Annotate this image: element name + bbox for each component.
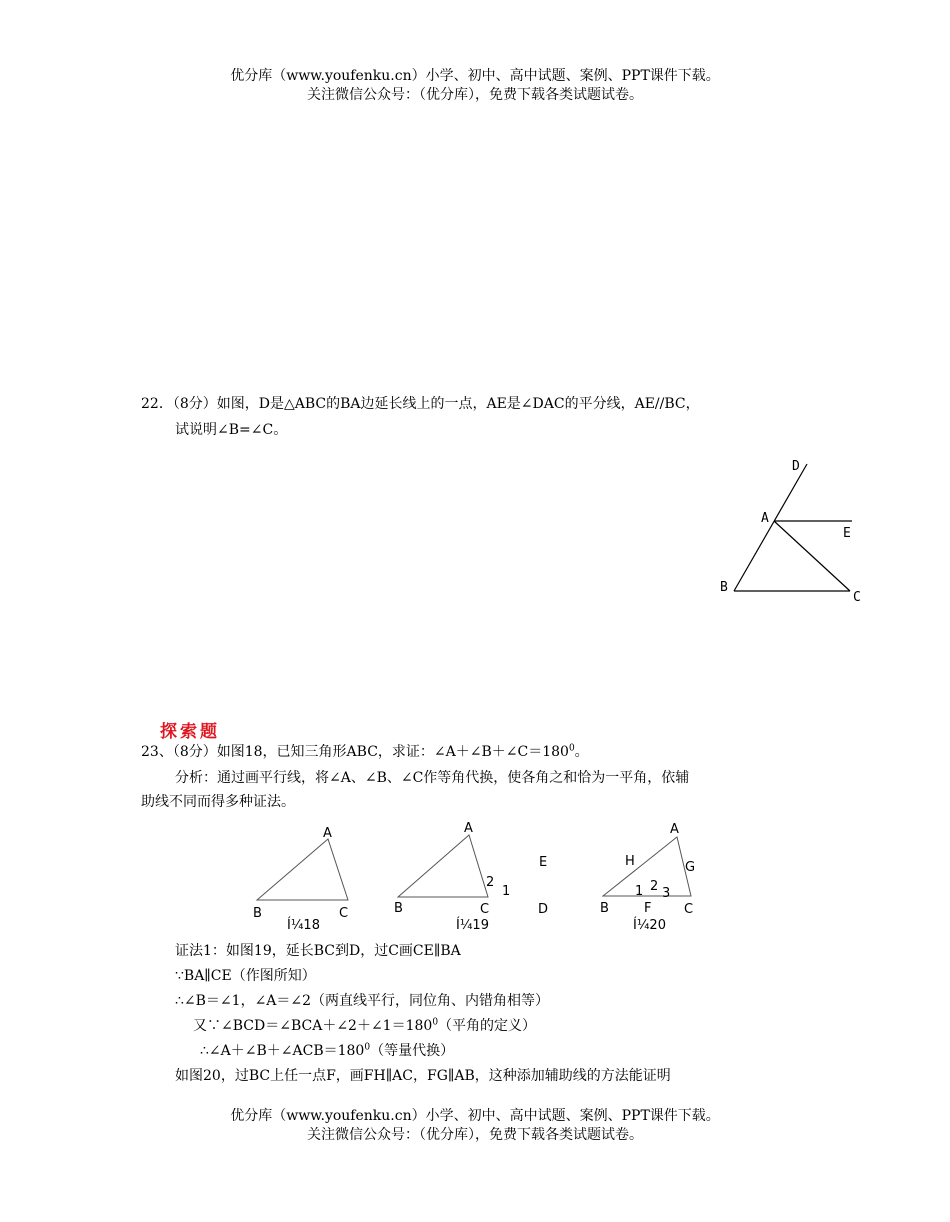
proof-step-4-text: ∴∠A＋∠B＋∠ACB＝180	[200, 1043, 365, 1059]
fig20-angle-2: 2	[650, 879, 659, 894]
fig19-label-E: E	[539, 855, 548, 870]
fig20-label-F: F	[644, 901, 652, 916]
fig19-caption: Í¼19	[456, 918, 489, 933]
header-line-1: 优分库（www.youfenku.cn）小学、初中、高中试题、案例、PPT课件下载。	[230, 68, 720, 84]
fig20-caption: Í¼20	[633, 918, 666, 933]
label-C: C	[853, 590, 861, 605]
fig18-caption: Í¼18	[287, 918, 320, 933]
proof-step-4	[200, 1041, 454, 1061]
q22-line-1: 22．（8分）如图，D是△ABC的BA边延长线上的一点，AE是∠DAC的平分线，AE//BC，	[141, 396, 700, 412]
fig20-label-H: H	[625, 854, 635, 869]
fig19-label-D: D	[538, 902, 549, 917]
header-line-2: 关注微信公众号：（优分库），免费下载各类试题试卷。	[307, 87, 643, 103]
fig19-label-A: A	[464, 821, 473, 836]
figure-19	[394, 821, 548, 933]
proof-step-4-reason: （等量代换）	[370, 1043, 455, 1059]
line-DB	[734, 464, 807, 591]
q23-line-1-end: 。	[574, 744, 589, 760]
proof-step-3-reason: （平角的定义）	[438, 1018, 537, 1034]
q22-figure	[700, 450, 880, 610]
figure-18	[253, 826, 348, 933]
fig20-label-G: G	[685, 860, 696, 875]
proof-step-3	[193, 1016, 536, 1036]
proof-step-3-text: 又∵∠BCD＝∠BCA＋∠2＋∠1＝180	[193, 1018, 433, 1034]
fig19-label-C: C	[480, 902, 490, 917]
proof-step-1: ∵BA∥CE（作图所知）	[175, 968, 316, 984]
proof-1-intro: 证法1：如图19，延长BC到D，过C画CE∥BA	[175, 943, 461, 959]
footer-line-1: 优分库（www.youfenku.cn）小学、初中、高中试题、案例、PPT课件下载。	[230, 1108, 720, 1124]
footer-line-2: 关注微信公众号：（优分库），免费下载各类试题试卷。	[307, 1127, 643, 1143]
q23-analysis-1: 分析：通过画平行线，将∠A、∠B、∠C作等角代换，使各角之和恰为一平角，依辅	[175, 770, 690, 786]
fig20-angle-3: 3	[662, 886, 671, 901]
fig19-angle-2: 2	[486, 875, 495, 890]
proof-step-3-sup: 0	[432, 1017, 439, 1028]
fig20-angle-1: 1	[635, 884, 644, 899]
fig20-method-text: 如图20，过BC上任一点F，画FH∥AC，FG∥AB，这种添加辅助线的方法能证明	[175, 1068, 671, 1084]
section-title: 探索题	[160, 722, 220, 742]
figure-20	[600, 822, 695, 933]
triangle-20	[603, 837, 691, 896]
fig19-angle-1: 1	[502, 884, 511, 899]
line-AC	[774, 521, 850, 591]
q23-line-1	[141, 742, 589, 762]
label-E: E	[843, 526, 851, 541]
fig20-label-C: C	[684, 902, 694, 917]
proof-step-2: ∴∠B＝∠1，∠A＝∠2（两直线平行，同位角、内错角相等）	[175, 993, 550, 1009]
proof-step-4-sup: 0	[364, 1042, 371, 1053]
triangle-19	[398, 835, 488, 897]
q23-figures	[240, 815, 720, 940]
fig18-label-C: C	[339, 906, 349, 921]
fig18-label-B: B	[253, 906, 262, 921]
q23-analysis-2: 助线不同而得多种证法。	[141, 794, 295, 810]
q23-line-1-sup: 0	[568, 743, 575, 754]
triangle-18	[257, 839, 348, 900]
fig19-label-B: B	[394, 901, 403, 916]
fig18-label-A: A	[323, 826, 332, 841]
q23-line-1-text: 23、（8分）如图18，已知三角形ABC，求证：∠A＋∠B＋∠C＝180	[141, 744, 569, 760]
label-A: A	[761, 511, 769, 526]
q22-line-2: 试说明∠B=∠C。	[175, 422, 288, 438]
label-D: D	[792, 459, 800, 474]
fig20-label-A: A	[670, 822, 679, 837]
fig20-label-B: B	[600, 901, 609, 916]
label-B: B	[720, 580, 728, 595]
